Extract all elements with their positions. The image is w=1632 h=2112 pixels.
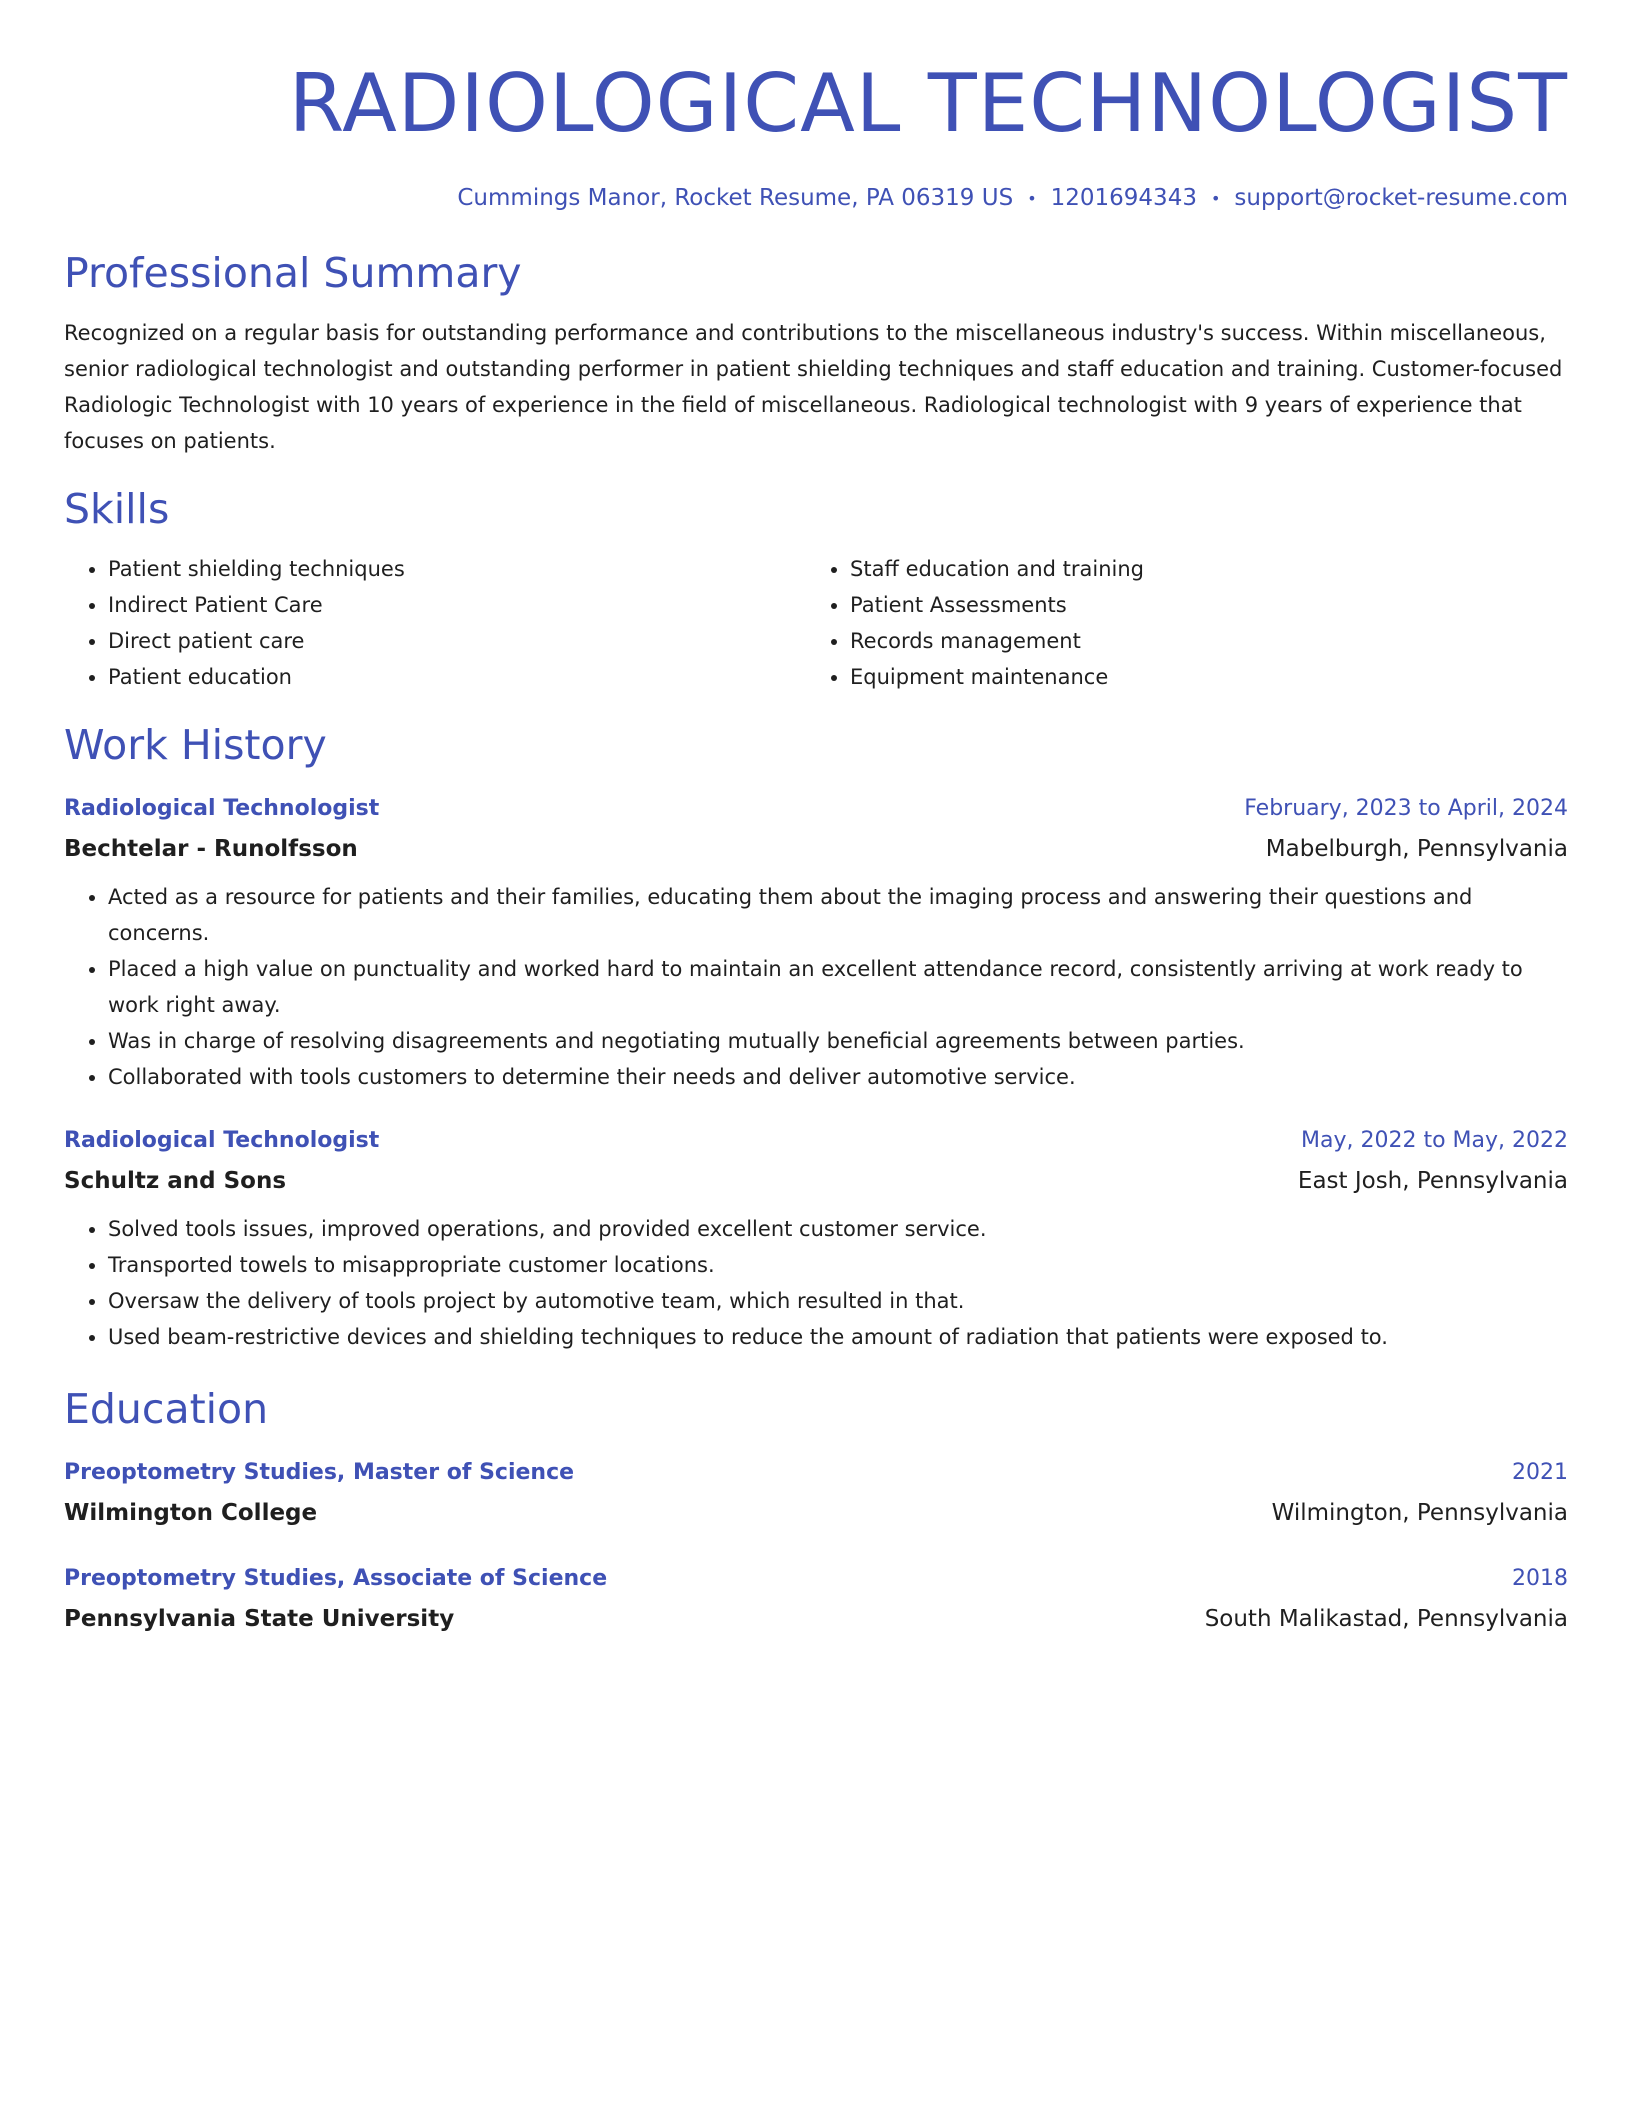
job-location: Mabelburgh, Pennsylvania (1265, 835, 1568, 862)
duty-item: • Acted as a resource for patients and their families, educating them about the imaging process and answering their questions and concerns. (108, 879, 1568, 951)
graduation-year: 2018 (1512, 1565, 1568, 1591)
job-duties (64, 1211, 1568, 1355)
contact-phone: 1201694343 (1050, 185, 1197, 211)
work-history-heading: Work History (64, 720, 327, 769)
education-entry-subheader (64, 1493, 1568, 1533)
skill-item: • Patient education (108, 659, 806, 695)
company-name: Schultz and Sons (64, 1167, 287, 1194)
job-title: Radiological Technologist (64, 795, 380, 821)
duty-item: • Placed a high value on punctuality and worked hard to maintain an excellent attendance record, consistently arriving at work ready to work right away. (108, 951, 1568, 1023)
contact-address: Cummings Manor, Rocket Resume, PA 06319 US (457, 185, 1014, 211)
skills-column-right (806, 551, 1548, 695)
resume-name: RADIOLOGICAL TECHNOLOGIST (288, 57, 1568, 150)
education-heading: Education (64, 1384, 269, 1433)
skill-item: • Patient Assessments (850, 587, 1548, 623)
duty-item: • Solved tools issues, improved operations, and provided excellent customer service. (108, 1211, 1568, 1247)
work-entry (64, 1121, 1568, 1355)
work-entry-header (64, 789, 1568, 829)
skill-item: • Records management (850, 623, 1548, 659)
summary-heading: Professional Summary (64, 248, 522, 297)
contact-separator: • (1027, 188, 1037, 208)
summary-text: Recognized on a regular basis for outstanding performance and contributions to the miscellaneous industry's success. Within miscellaneous, senior radiological technologist and outstanding performer in patient shielding techniques and staff education and training. Customer-focused Radiologic Technologist with 10 years of experience in the field of miscellaneous. Radiological technologist with 9 years of experience that focuses on patients. (64, 320, 1563, 453)
skill-item: • Equipment maintenance (850, 659, 1548, 695)
education-entry (64, 1559, 1568, 1639)
degree-title: Preoptometry Studies, Associate of Science (64, 1565, 608, 1591)
duty-item: • Was in charge of resolving disagreements and negotiating mutually beneficial agreements between parties. (108, 1023, 1568, 1059)
contact-line (64, 182, 1568, 215)
duty-item: • Collaborated with tools customers to determine their needs and deliver automotive service. (108, 1059, 1568, 1095)
skills-heading: Skills (64, 484, 170, 533)
skill-item: • Indirect Patient Care (108, 587, 806, 623)
duty-item: • Transported towels to misappropriate customer locations. (108, 1247, 1568, 1283)
contact-separator: • (1210, 188, 1221, 208)
company-name: Bechtelar - Runolfsson (64, 835, 358, 862)
job-location: East Josh, Pennsylvania (1297, 1167, 1568, 1194)
skill-item: • Staff education and training (850, 551, 1548, 587)
work-entry-subheader (64, 1161, 1568, 1201)
job-dates: February, 2023 to April, 2024 (1244, 795, 1568, 821)
school-location: South Malikastad, Pennsylvania (1204, 1605, 1568, 1632)
school-name: Wilmington College (64, 1499, 318, 1526)
work-entry-header (64, 1121, 1568, 1161)
skill-item: • Direct patient care (108, 623, 806, 659)
job-title: Radiological Technologist (64, 1127, 380, 1153)
school-location: Wilmington, Pennsylvania (1271, 1499, 1568, 1526)
resume-page (64, 0, 1568, 1639)
skills-list (64, 551, 1568, 695)
skill-item: • Patient shielding techniques (108, 551, 806, 587)
skills-column-left (64, 551, 806, 695)
education-entry-header (64, 1453, 1568, 1493)
school-name: Pennsylvania State University (64, 1605, 455, 1632)
duty-item: • Used beam-restrictive devices and shielding techniques to reduce the amount of radiation that patients were exposed to. (108, 1319, 1568, 1355)
education-entry (64, 1453, 1568, 1533)
work-entry-subheader (64, 829, 1568, 869)
education-entry-header (64, 1559, 1568, 1599)
job-dates: May, 2022 to May, 2022 (1301, 1127, 1568, 1153)
contact-email: support@rocket-resume.com (1234, 185, 1568, 211)
education-entry-subheader (64, 1599, 1568, 1639)
duty-item: • Oversaw the delivery of tools project by automotive team, which resulted in that. (108, 1283, 1568, 1319)
graduation-year: 2021 (1512, 1459, 1568, 1485)
work-entry (64, 789, 1568, 1095)
job-duties (64, 879, 1568, 1095)
degree-title: Preoptometry Studies, Master of Science (64, 1459, 575, 1485)
